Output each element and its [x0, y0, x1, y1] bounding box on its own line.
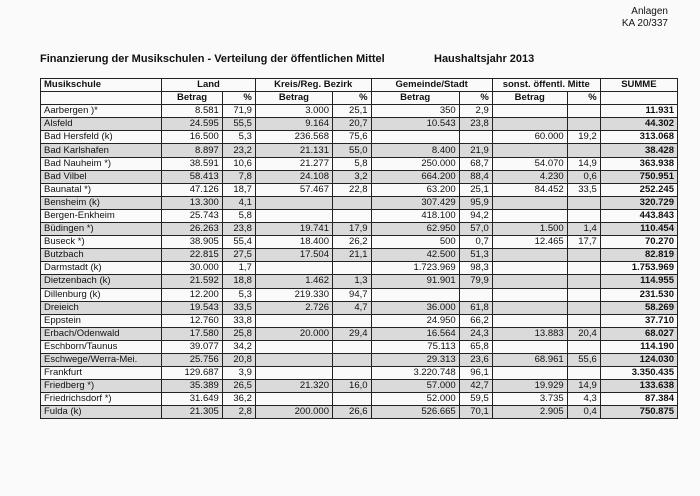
ka-number: KA 20/337 — [621, 18, 668, 29]
cell-land: 31.649 — [162, 393, 223, 406]
table-row — [41, 275, 678, 288]
cell-land-pct: 10,6 — [222, 157, 255, 170]
cell-sonst-pct — [567, 288, 600, 301]
cell-gem-pct: 79,9 — [459, 275, 492, 288]
cell-kreis — [255, 209, 332, 222]
cell-gem: 307.429 — [371, 196, 459, 209]
col-kreis-pct: % — [332, 92, 371, 105]
page-title: Finanzierung der Musikschulen - Verteilung der öffentlichen Mittel — [40, 53, 385, 65]
cell-gem-pct: 23,8 — [459, 118, 492, 131]
cell-kreis-pct — [332, 393, 371, 406]
cell-gem: 63.200 — [371, 183, 459, 196]
cell-kreis: 200.000 — [255, 406, 332, 419]
table-row — [41, 196, 678, 209]
cell-sum: 11.931 — [600, 105, 677, 118]
cell-gem: 10.543 — [371, 118, 459, 131]
cell-sonst-pct — [567, 196, 600, 209]
cell-land-pct: 4,1 — [222, 196, 255, 209]
cell-land-pct: 27,5 — [222, 249, 255, 262]
table-row — [41, 353, 678, 366]
cell-gem — [371, 288, 459, 301]
cell-kreis-pct — [332, 209, 371, 222]
header-row-top — [41, 79, 678, 92]
cell-land-pct: 55,4 — [222, 236, 255, 249]
cell-kreis-pct — [332, 353, 371, 366]
col-kreis-betrag: Betrag — [255, 92, 332, 105]
cell-sonst: 60.000 — [492, 131, 567, 144]
cell-gem: 57.000 — [371, 380, 459, 393]
cell-kreis: 20.000 — [255, 327, 332, 340]
col-kreis: Kreis/Reg. Bezirk — [255, 79, 371, 92]
cell-land-pct: 55,5 — [222, 118, 255, 131]
cell-land-pct: 34,2 — [222, 340, 255, 353]
cell-kreis-pct — [332, 340, 371, 353]
col-empty — [41, 92, 162, 105]
cell-gem: 42.500 — [371, 249, 459, 262]
cell-sonst-pct — [567, 144, 600, 157]
cell-sonst — [492, 249, 567, 262]
cell-land: 8.897 — [162, 144, 223, 157]
table-row — [41, 327, 678, 340]
cell-name: Eschwege/Werra-Mei. — [41, 353, 162, 366]
cell-sonst — [492, 275, 567, 288]
cell-gem-pct: 0,7 — [459, 236, 492, 249]
cell-name: Frankfurt — [41, 367, 162, 380]
cell-kreis-pct: 26,2 — [332, 236, 371, 249]
cell-kreis-pct: 25,1 — [332, 105, 371, 118]
cell-sonst-pct: 4,3 — [567, 393, 600, 406]
col-gem-pct: % — [459, 92, 492, 105]
cell-sum: 110.454 — [600, 223, 677, 236]
cell-gem-pct: 51,3 — [459, 249, 492, 262]
cell-land: 12.760 — [162, 314, 223, 327]
cell-land-pct: 18,8 — [222, 275, 255, 288]
cell-gem-pct: 21,9 — [459, 144, 492, 157]
cell-gem: 62.950 — [371, 223, 459, 236]
cell-kreis: 21.320 — [255, 380, 332, 393]
cell-name: Bad Nauheim *) — [41, 157, 162, 170]
cell-land: 129.687 — [162, 367, 223, 380]
cell-land-pct: 1,7 — [222, 262, 255, 275]
cell-gem-pct: 59,5 — [459, 393, 492, 406]
cell-sonst — [492, 196, 567, 209]
cell-sonst: 13.883 — [492, 327, 567, 340]
col-gem-betrag: Betrag — [371, 92, 459, 105]
cell-name: Baunatal *) — [41, 183, 162, 196]
cell-gem-pct: 68,7 — [459, 157, 492, 170]
cell-name: Bad Hersfeld (k) — [41, 131, 162, 144]
cell-kreis-pct — [332, 196, 371, 209]
table-row — [41, 406, 678, 419]
cell-land: 12.200 — [162, 288, 223, 301]
cell-kreis-pct: 16,0 — [332, 380, 371, 393]
cell-sonst — [492, 340, 567, 353]
table-row — [41, 144, 678, 157]
cell-sum: 70.270 — [600, 236, 677, 249]
table-row — [41, 249, 678, 262]
cell-sonst-pct: 55,6 — [567, 353, 600, 366]
cell-gem-pct: 25,1 — [459, 183, 492, 196]
funding-table — [40, 78, 678, 419]
cell-name: Dillenburg (k) — [41, 288, 162, 301]
cell-kreis: 18.400 — [255, 236, 332, 249]
cell-name: Eppstein — [41, 314, 162, 327]
cell-name: Friedberg *) — [41, 380, 162, 393]
cell-kreis — [255, 367, 332, 380]
table-row — [41, 118, 678, 131]
cell-gem-pct: 96,1 — [459, 367, 492, 380]
cell-name: Bergen-Enkheim — [41, 209, 162, 222]
cell-kreis-pct: 1,3 — [332, 275, 371, 288]
cell-sonst — [492, 301, 567, 314]
cell-gem-pct: 98,3 — [459, 262, 492, 275]
cell-kreis-pct: 21,1 — [332, 249, 371, 262]
cell-sum: 133.638 — [600, 380, 677, 393]
col-sonst: sonst. öffentl. Mitte — [492, 79, 600, 92]
cell-sonst-pct — [567, 367, 600, 380]
table-row — [41, 314, 678, 327]
cell-sonst: 19.929 — [492, 380, 567, 393]
cell-sum: 443.843 — [600, 209, 677, 222]
cell-sum: 124.030 — [600, 353, 677, 366]
table-row — [41, 105, 678, 118]
table-row — [41, 367, 678, 380]
cell-sum: 114.190 — [600, 340, 677, 353]
cell-kreis-pct: 22,8 — [332, 183, 371, 196]
cell-kreis: 57.467 — [255, 183, 332, 196]
table-row — [41, 340, 678, 353]
cell-sum: 38.428 — [600, 144, 677, 157]
cell-sonst: 2.905 — [492, 406, 567, 419]
cell-kreis-pct: 17,9 — [332, 223, 371, 236]
cell-land-pct: 5,8 — [222, 209, 255, 222]
cell-sonst: 1.500 — [492, 223, 567, 236]
cell-sonst — [492, 314, 567, 327]
cell-gem: 29.313 — [371, 353, 459, 366]
cell-kreis: 21.131 — [255, 144, 332, 157]
cell-gem-pct: 65,8 — [459, 340, 492, 353]
cell-land-pct: 25,8 — [222, 327, 255, 340]
cell-land-pct: 33,5 — [222, 301, 255, 314]
cell-sonst-pct — [567, 105, 600, 118]
cell-gem: 1.723.969 — [371, 262, 459, 275]
cell-sonst-pct — [567, 275, 600, 288]
cell-gem-pct: 66,2 — [459, 314, 492, 327]
cell-kreis — [255, 340, 332, 353]
table-row — [41, 170, 678, 183]
anlagen-label: Anlagen — [631, 6, 668, 17]
cell-gem-pct: 70,1 — [459, 406, 492, 419]
cell-kreis: 9.164 — [255, 118, 332, 131]
document-reference — [622, 6, 668, 30]
budget-year: Haushaltsjahr 2013 — [434, 53, 535, 65]
cell-sonst: 12.465 — [492, 236, 567, 249]
col-land-pct: % — [222, 92, 255, 105]
cell-gem: 16.564 — [371, 327, 459, 340]
cell-sum: 750.951 — [600, 170, 677, 183]
cell-sonst — [492, 288, 567, 301]
cell-land-pct: 5,3 — [222, 288, 255, 301]
cell-sum: 114.955 — [600, 275, 677, 288]
cell-sonst-pct: 14,9 — [567, 157, 600, 170]
cell-sonst-pct — [567, 249, 600, 262]
cell-land: 8.581 — [162, 105, 223, 118]
cell-land-pct: 18,7 — [222, 183, 255, 196]
cell-kreis: 2.726 — [255, 301, 332, 314]
cell-kreis — [255, 314, 332, 327]
table-row — [41, 209, 678, 222]
col-gemeinde: Gemeinde/Stadt — [371, 79, 492, 92]
cell-sonst-pct — [567, 262, 600, 275]
cell-kreis — [255, 393, 332, 406]
cell-name: Buseck *) — [41, 236, 162, 249]
cell-sum: 87.384 — [600, 393, 677, 406]
cell-gem-pct: 61,8 — [459, 301, 492, 314]
cell-sum: 363.938 — [600, 157, 677, 170]
cell-land: 21.305 — [162, 406, 223, 419]
cell-gem-pct: 23,6 — [459, 353, 492, 366]
cell-sum: 1.753.969 — [600, 262, 677, 275]
cell-gem — [371, 131, 459, 144]
cell-gem-pct: 95,9 — [459, 196, 492, 209]
cell-land-pct: 7,8 — [222, 170, 255, 183]
cell-kreis-pct — [332, 367, 371, 380]
cell-land: 26.263 — [162, 223, 223, 236]
cell-gem: 75.113 — [371, 340, 459, 353]
cell-land-pct: 20,8 — [222, 353, 255, 366]
cell-land: 19.543 — [162, 301, 223, 314]
cell-land-pct: 2,8 — [222, 406, 255, 419]
cell-land: 35.389 — [162, 380, 223, 393]
cell-sonst-pct — [567, 314, 600, 327]
cell-land-pct: 71,9 — [222, 105, 255, 118]
col-sonst-betrag: Betrag — [492, 92, 567, 105]
cell-sum: 750.875 — [600, 406, 677, 419]
cell-land-pct: 26,5 — [222, 380, 255, 393]
cell-kreis-pct — [332, 262, 371, 275]
cell-land-pct: 23,8 — [222, 223, 255, 236]
col-summe: SUMME — [600, 79, 677, 92]
cell-sum: 313.068 — [600, 131, 677, 144]
cell-gem: 36.000 — [371, 301, 459, 314]
cell-gem-pct — [459, 131, 492, 144]
cell-land-pct: 5,3 — [222, 131, 255, 144]
cell-gem: 500 — [371, 236, 459, 249]
cell-land: 13.300 — [162, 196, 223, 209]
cell-name: Erbach/Odenwald — [41, 327, 162, 340]
cell-name: Eschborn/Taunus — [41, 340, 162, 353]
cell-kreis — [255, 353, 332, 366]
table-row — [41, 301, 678, 314]
cell-land: 58.413 — [162, 170, 223, 183]
cell-sonst-pct — [567, 340, 600, 353]
cell-sum: 252.245 — [600, 183, 677, 196]
cell-land: 16.500 — [162, 131, 223, 144]
cell-sum: 82.819 — [600, 249, 677, 262]
cell-land-pct: 3,9 — [222, 367, 255, 380]
cell-gem: 8.400 — [371, 144, 459, 157]
table-row — [41, 262, 678, 275]
cell-sonst-pct: 0,6 — [567, 170, 600, 183]
cell-sonst-pct — [567, 118, 600, 131]
cell-kreis: 236.568 — [255, 131, 332, 144]
cell-sum: 68.027 — [600, 327, 677, 340]
cell-sonst-pct: 20,4 — [567, 327, 600, 340]
cell-kreis-pct: 55,0 — [332, 144, 371, 157]
cell-name: Aarbergen )* — [41, 105, 162, 118]
cell-sum: 37.710 — [600, 314, 677, 327]
cell-gem: 91.901 — [371, 275, 459, 288]
cell-kreis: 17.504 — [255, 249, 332, 262]
cell-kreis-pct: 26,6 — [332, 406, 371, 419]
col-land: Land — [162, 79, 256, 92]
cell-sum: 58.269 — [600, 301, 677, 314]
cell-sonst: 3.735 — [492, 393, 567, 406]
cell-gem: 250.000 — [371, 157, 459, 170]
cell-land: 25.743 — [162, 209, 223, 222]
cell-name: Bad Vilbel — [41, 170, 162, 183]
table-row — [41, 157, 678, 170]
cell-gem: 418.100 — [371, 209, 459, 222]
cell-name: Darmstadt (k) — [41, 262, 162, 275]
col-musikschule: Musikschule — [41, 79, 162, 92]
cell-gem: 52.000 — [371, 393, 459, 406]
cell-sonst: 84.452 — [492, 183, 567, 196]
cell-name: Büdingen *) — [41, 223, 162, 236]
cell-name: Bensheim (k) — [41, 196, 162, 209]
cell-kreis-pct: 3,2 — [332, 170, 371, 183]
cell-sonst-pct: 0,4 — [567, 406, 600, 419]
cell-gem-pct: 94,2 — [459, 209, 492, 222]
cell-land: 17.580 — [162, 327, 223, 340]
cell-gem: 350 — [371, 105, 459, 118]
table-row — [41, 223, 678, 236]
cell-kreis — [255, 196, 332, 209]
cell-name: Dreieich — [41, 301, 162, 314]
cell-name: Dietzenbach (k) — [41, 275, 162, 288]
cell-gem-pct — [459, 288, 492, 301]
cell-kreis: 21.277 — [255, 157, 332, 170]
cell-name: Butzbach — [41, 249, 162, 262]
header-row-sub — [41, 92, 678, 105]
cell-sonst — [492, 105, 567, 118]
cell-name: Fulda (k) — [41, 406, 162, 419]
cell-sonst-pct: 1,4 — [567, 223, 600, 236]
table-row — [41, 131, 678, 144]
cell-sonst — [492, 367, 567, 380]
cell-kreis — [255, 262, 332, 275]
cell-sonst — [492, 144, 567, 157]
cell-sum: 3.350.435 — [600, 367, 677, 380]
table-row — [41, 380, 678, 393]
cell-sonst-pct — [567, 209, 600, 222]
cell-sonst — [492, 118, 567, 131]
cell-sum: 320.729 — [600, 196, 677, 209]
cell-name: Bad Karlshafen — [41, 144, 162, 157]
table-row — [41, 393, 678, 406]
cell-sum: 44.302 — [600, 118, 677, 131]
cell-land: 47.126 — [162, 183, 223, 196]
cell-kreis-pct — [332, 314, 371, 327]
col-land-betrag: Betrag — [162, 92, 223, 105]
cell-land: 24.595 — [162, 118, 223, 131]
cell-name: Alsfeld — [41, 118, 162, 131]
cell-name: Friedrichsdorf *) — [41, 393, 162, 406]
cell-sonst-pct: 17,7 — [567, 236, 600, 249]
cell-land: 25.756 — [162, 353, 223, 366]
cell-sonst-pct: 33,5 — [567, 183, 600, 196]
cell-sonst-pct: 14,9 — [567, 380, 600, 393]
cell-land: 21.592 — [162, 275, 223, 288]
cell-land: 38.905 — [162, 236, 223, 249]
cell-land: 30.000 — [162, 262, 223, 275]
cell-sum: 231.530 — [600, 288, 677, 301]
cell-sonst — [492, 209, 567, 222]
cell-kreis-pct: 94,7 — [332, 288, 371, 301]
cell-sonst: 54.070 — [492, 157, 567, 170]
col-sum-empty — [600, 92, 677, 105]
cell-sonst-pct: 19,2 — [567, 131, 600, 144]
table-row — [41, 236, 678, 249]
cell-land: 22.815 — [162, 249, 223, 262]
cell-kreis-pct: 4,7 — [332, 301, 371, 314]
cell-kreis: 19.741 — [255, 223, 332, 236]
table-row — [41, 183, 678, 196]
cell-kreis-pct: 20,7 — [332, 118, 371, 131]
cell-kreis-pct: 75,6 — [332, 131, 371, 144]
cell-sonst: 4.230 — [492, 170, 567, 183]
cell-gem-pct: 88,4 — [459, 170, 492, 183]
cell-gem: 3.220.748 — [371, 367, 459, 380]
cell-land: 38.591 — [162, 157, 223, 170]
table-row — [41, 288, 678, 301]
cell-land: 39.077 — [162, 340, 223, 353]
cell-gem-pct: 42,7 — [459, 380, 492, 393]
cell-gem: 24.950 — [371, 314, 459, 327]
cell-gem-pct: 2,9 — [459, 105, 492, 118]
cell-gem: 526.665 — [371, 406, 459, 419]
cell-gem: 664.200 — [371, 170, 459, 183]
cell-kreis: 219.330 — [255, 288, 332, 301]
cell-gem-pct: 57,0 — [459, 223, 492, 236]
cell-kreis: 24.108 — [255, 170, 332, 183]
cell-land-pct: 33,8 — [222, 314, 255, 327]
cell-gem-pct: 24,3 — [459, 327, 492, 340]
cell-kreis: 3.000 — [255, 105, 332, 118]
cell-sonst: 68.961 — [492, 353, 567, 366]
cell-kreis: 1.462 — [255, 275, 332, 288]
cell-land-pct: 23,2 — [222, 144, 255, 157]
cell-kreis-pct: 29,4 — [332, 327, 371, 340]
cell-land-pct: 36,2 — [222, 393, 255, 406]
cell-sonst — [492, 262, 567, 275]
cell-kreis-pct: 5,8 — [332, 157, 371, 170]
col-sonst-pct: % — [567, 92, 600, 105]
cell-sonst-pct — [567, 301, 600, 314]
